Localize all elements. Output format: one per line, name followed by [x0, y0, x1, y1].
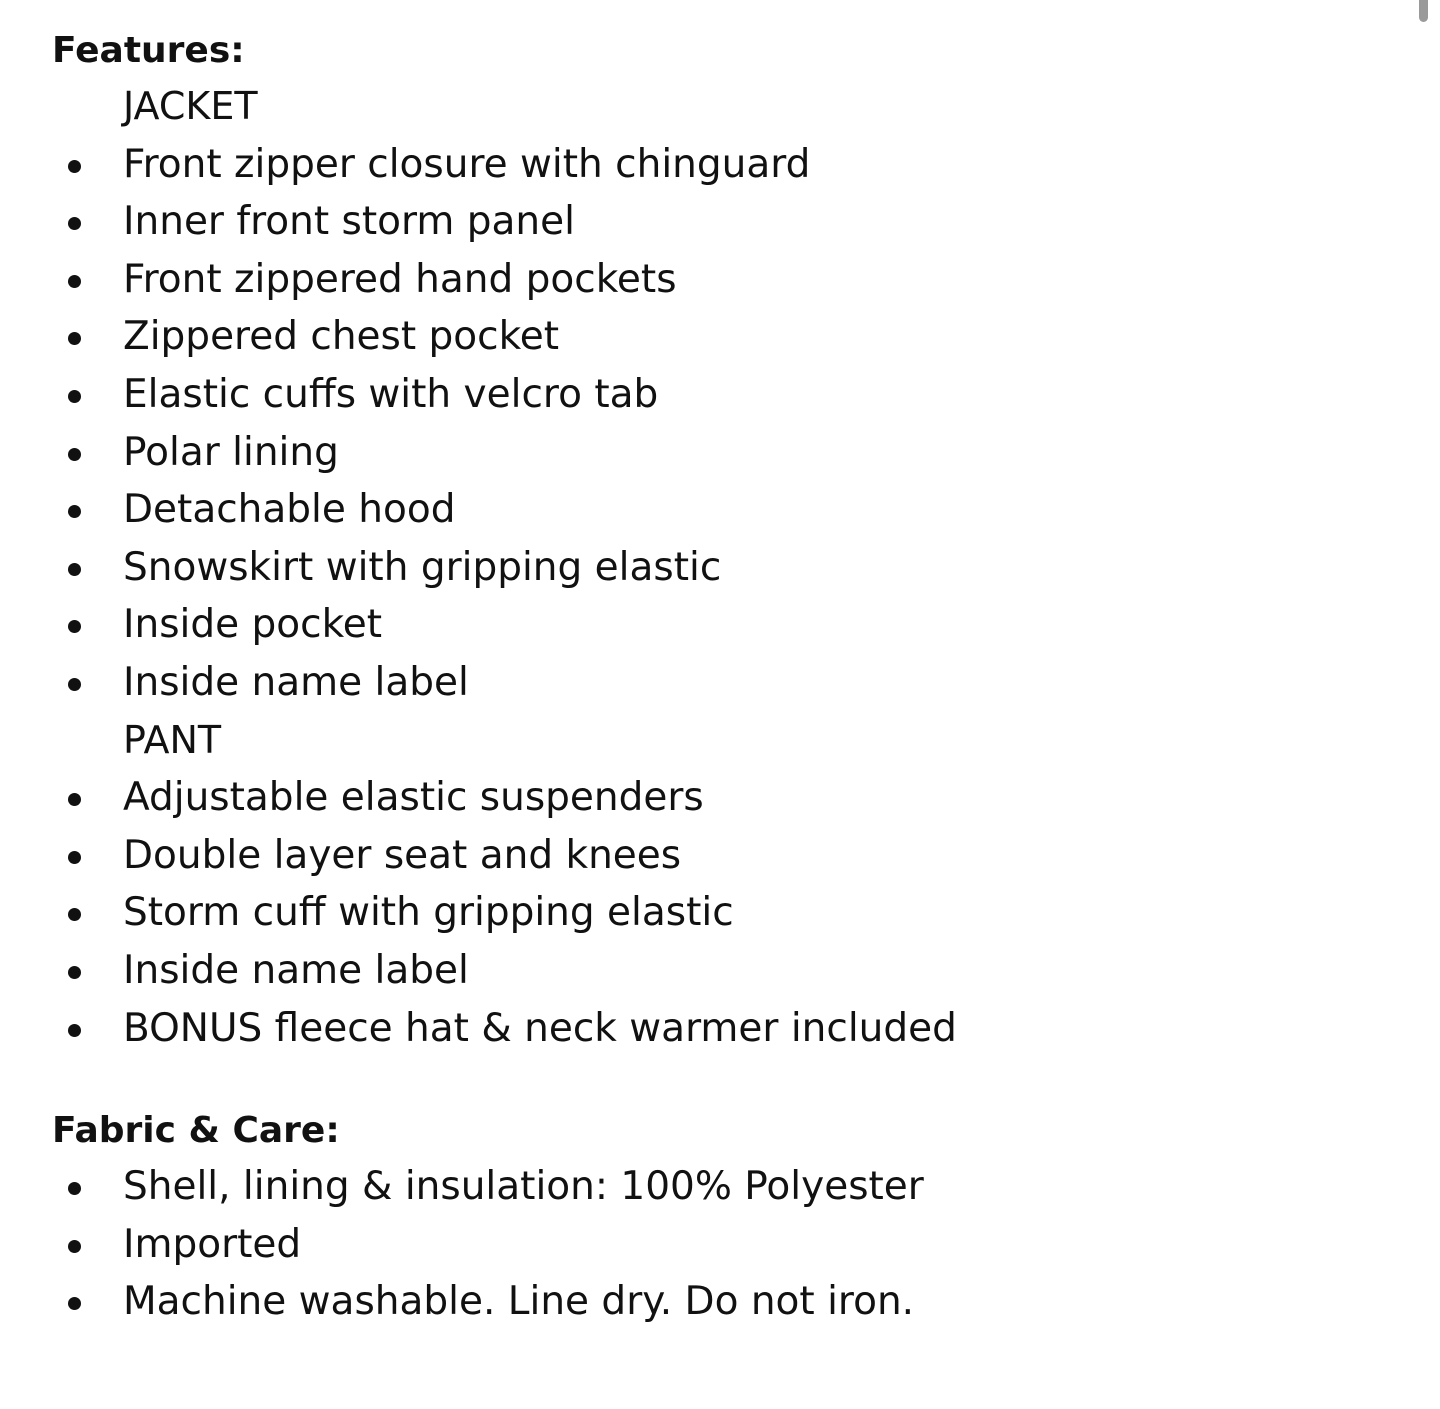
- list-item-text: Elastic cuffs with velcro tab: [123, 371, 659, 417]
- list-item-text: Imported: [123, 1221, 302, 1267]
- list-item-text: Shell, lining & insulation: 100% Polyester: [123, 1164, 924, 1209]
- list-item-text: Inside name label: [123, 659, 469, 705]
- fabric-care-heading: Fabric & Care:: [52, 1110, 340, 1151]
- list-item-text: Front zippered hand pockets: [123, 256, 677, 302]
- bullet-icon: [68, 332, 81, 345]
- bullet-icon: [68, 505, 81, 518]
- bullet-icon: [68, 620, 81, 633]
- bullet-icon: [68, 793, 81, 806]
- list-item-text: Zippered chest pocket: [123, 314, 560, 360]
- list-item-text: Polar lining: [123, 429, 339, 475]
- list-item-text: Storm cuff with gripping elastic: [123, 890, 734, 936]
- list-item-text: Inner front storm panel: [123, 199, 575, 245]
- list-item-text: Inside name label: [123, 947, 469, 993]
- bullet-icon: [68, 563, 81, 576]
- list-item-text: PANT: [123, 717, 222, 762]
- bullet-icon: [68, 1182, 81, 1195]
- list-item-text: JACKET: [123, 84, 258, 128]
- list-item-text: BONUS fleece hat & neck warmer included: [123, 1005, 957, 1051]
- list-item-text: Adjustable elastic suspenders: [123, 775, 704, 821]
- bullet-icon: [68, 1297, 81, 1310]
- list-item-text: Machine washable. Line dry. Do not iron.: [123, 1279, 915, 1325]
- list-item-text: Snowskirt with gripping elastic: [123, 544, 722, 590]
- bullet-icon: [68, 678, 81, 691]
- bullet-icon: [68, 1240, 81, 1253]
- bullet-icon: [68, 275, 81, 288]
- list-item-text: Front zipper closure with chinguard: [123, 141, 811, 187]
- bullet-icon: [68, 390, 81, 403]
- bullet-icon: [68, 1024, 81, 1037]
- bullet-icon: [68, 160, 81, 173]
- list-item-text: Inside pocket: [123, 602, 383, 648]
- bullet-icon: [68, 448, 81, 461]
- scrollbar-thumb[interactable]: [1419, 0, 1428, 22]
- bullet-icon: [68, 851, 81, 864]
- features-heading: Features:: [52, 30, 245, 71]
- list-item-text: Double layer seat and knees: [123, 832, 682, 878]
- bullet-icon: [68, 908, 81, 921]
- bullet-icon: [68, 217, 81, 230]
- list-item-text: Detachable hood: [123, 487, 456, 533]
- bullet-icon: [68, 966, 81, 979]
